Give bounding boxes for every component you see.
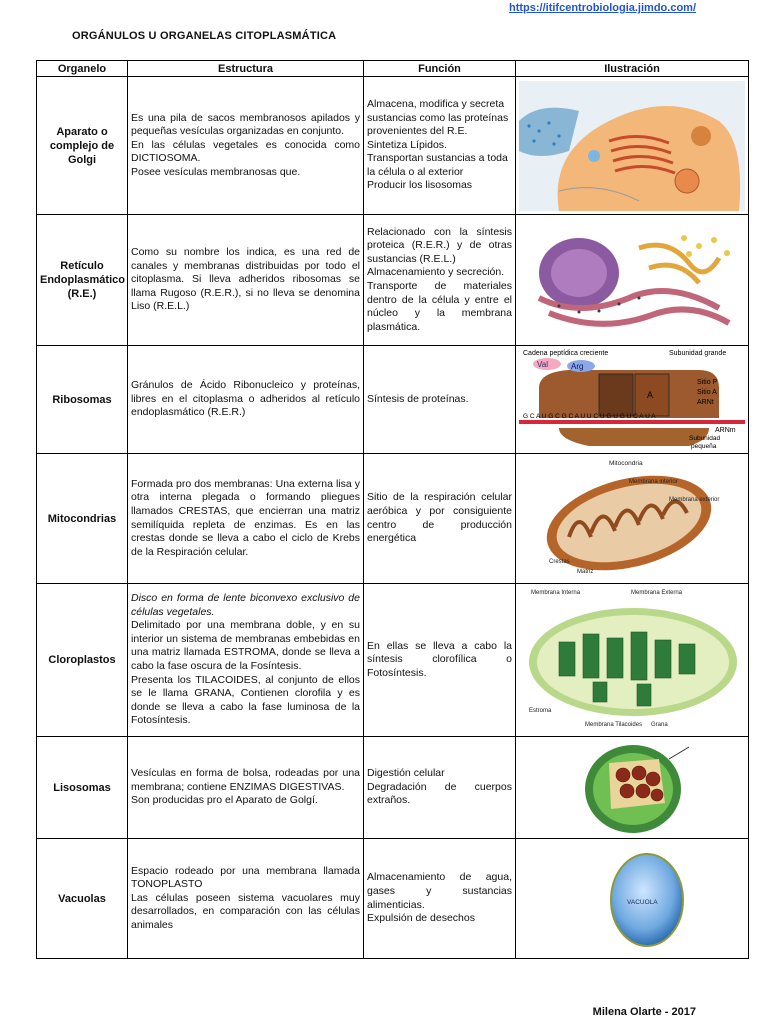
table-row — [37, 584, 749, 737]
organelle-function: Síntesis de proteínas. — [364, 346, 516, 454]
ribosome-a-letter: A — [647, 389, 654, 400]
ribosome-small-sub-1: Subunidad — [689, 434, 721, 442]
lysosome-illustration — [516, 737, 749, 839]
ribosome-label-chain: Cadena peptídica creciente — [523, 349, 609, 357]
organelle-name: Ribosomas — [37, 346, 128, 454]
mitochondria-illustration — [516, 454, 749, 584]
page-title: ORGÁNULOS U ORGANELAS CITOPLASMÁTICA — [72, 30, 337, 42]
ribosome-codons: G C A U G C G C A U U C U G U G U C A U A — [523, 412, 656, 420]
ribosome-site-p: Sitio P — [697, 378, 718, 386]
organelle-structure: Es una pila de sacos membranosos apilados y pequeñas vesículas organizadas en conjunto. En las células vegetales es conocida como DICTIOSOMA. Posee vesículas membranosas que. — [128, 77, 364, 215]
table-row — [37, 215, 749, 346]
ribosome-aa2: Arg — [571, 361, 584, 371]
chloro-inner: Membrana Interna — [531, 590, 581, 596]
organelle-name: Aparato o complejo de Golgi — [37, 77, 128, 215]
organelle-function: Relacionado con la síntesis proteica (R.E.R.) y de otras sustancias (R.E.L.) Almacenamiento y secreción. Transporte de materiales dentro de la célula y entre el núcleo y la membrana plasmática. — [364, 215, 516, 346]
table-header-row — [37, 61, 749, 77]
vacuole-label: VACUOLA — [627, 898, 658, 906]
ribosome-arnt: ARNt — [697, 398, 714, 406]
chloro-tilacoides: Membrana Tilacoides — [585, 722, 643, 728]
organelle-name: Lisosomas — [37, 737, 128, 839]
organelle-structure: Gránulos de Ácido Ribonucleico y proteínas, libres en el citoplasma o adheridos al retículo endoplasmático (R.E.R.) — [128, 346, 364, 454]
chloro-outer: Membrana Externa — [631, 590, 683, 596]
ribosome-site-a: Sitio A — [697, 388, 717, 396]
table-row — [37, 454, 749, 584]
mito-outer: Membrana exterior — [669, 496, 720, 503]
organelle-structure: Disco en forma de lente biconvexo exclusivo de células vegetales. Delimitado por una membrana doble, y en su interior un sistema de membranas embebidas en una matriz llamada ESTROMA, donde se lleva a cabo la fase oscura de la Fosíntesis. Presenta los TILACOIDES, al conjunto de ellos se le llama GRANA, Contienen clorofila y es donde se lleva a cabo la fase luminosa de la Fotosíntesis. — [128, 584, 364, 737]
organelle-structure: Como su nombre los indica, es una red de canales y membranas distribuidas por todo el citoplasma. Si lleva adheridos ribosomas se llama Rugoso (R.E.R.), si no lleva se denomina Liso (R.E.L.) — [128, 215, 364, 346]
organelles-table — [36, 60, 749, 959]
organelle-function: Sitio de la respiración celular aeróbica y por consiguiente centro de producción energética — [364, 454, 516, 584]
table-row — [37, 77, 749, 215]
column-header-ilustracion: Ilustración — [516, 61, 749, 77]
vacuole-illustration — [516, 839, 749, 959]
ribosome-aa1: Val — [537, 359, 548, 369]
column-header-organelo: Organelo — [37, 61, 128, 77]
source-url[interactable]: https://itifcentrobiologia.jimdo.com/ — [509, 2, 696, 14]
chloroplast-illustration — [516, 584, 749, 737]
organelle-name: Mitocondrias — [37, 454, 128, 584]
footer-author: Milena Olarte - 2017 — [592, 1006, 696, 1018]
chloro-estroma: Estroma — [529, 708, 552, 714]
organelle-name: Vacuolas — [37, 839, 128, 959]
ribosome-label-large: Subunidad grande — [669, 349, 727, 357]
mito-title: Mitocondria — [609, 459, 643, 467]
mito-matriz: Matriz — [577, 568, 594, 575]
organelle-structure: Formada pro dos membranas: Una externa lisa y otra interna plegada o formando pliegues llamados CRESTAS, que encierran una matriz semilíquida repleta de enzimas. Es en las crestas donde se lleva a cabo el ciclo de Krebs de la Respiración celular. — [128, 454, 364, 584]
organelle-function: Almacenamiento de agua, gases y sustancias alimenticias. Expulsión de desechos — [364, 839, 516, 959]
er-illustration — [516, 215, 749, 346]
table-row — [37, 737, 749, 839]
golgi-illustration — [516, 77, 749, 215]
table-row — [37, 346, 749, 454]
chloro-grana: Grana — [651, 722, 668, 728]
organelle-structure: Vesículas en forma de bolsa, rodeadas por una membrana; contiene ENZIMAS DIGESTIVAS. Son producidas pro el Aparato de Golgí. — [128, 737, 364, 839]
organelle-function: Digestión celular Degradación de cuerpos extraños. — [364, 737, 516, 839]
column-header-estructura: Estructura — [128, 61, 364, 77]
organelle-function: En ellas se lleva a cabo la síntesis clorofílica o Fotosíntesis. — [364, 584, 516, 737]
mito-crestas: Crestas — [549, 558, 570, 565]
ribosome-arnm: ARNm — [715, 426, 736, 434]
organelle-structure: Espacio rodeado por una membrana llamada TONOPLASTO Las células poseen sistema vacuolares muy desarrollados, en comparación con las células animales — [128, 839, 364, 959]
column-header-funcion: Función — [364, 61, 516, 77]
mito-inner: Membrana interior — [629, 478, 678, 485]
organelle-name: Cloroplastos — [37, 584, 128, 737]
table-row — [37, 839, 749, 959]
organelle-name: Retículo Endoplasmático (R.E.) — [37, 215, 128, 346]
ribosome-small-sub-2: pequeña — [691, 442, 717, 450]
ribosome-illustration — [516, 346, 749, 454]
organelle-function: Almacena, modifica y secreta sustancias como las proteínas provenientes del R.E. Sintetiza Lípidos. Transportan sustancias a toda la célula o al exterior Producir los lisosomas — [364, 77, 516, 215]
